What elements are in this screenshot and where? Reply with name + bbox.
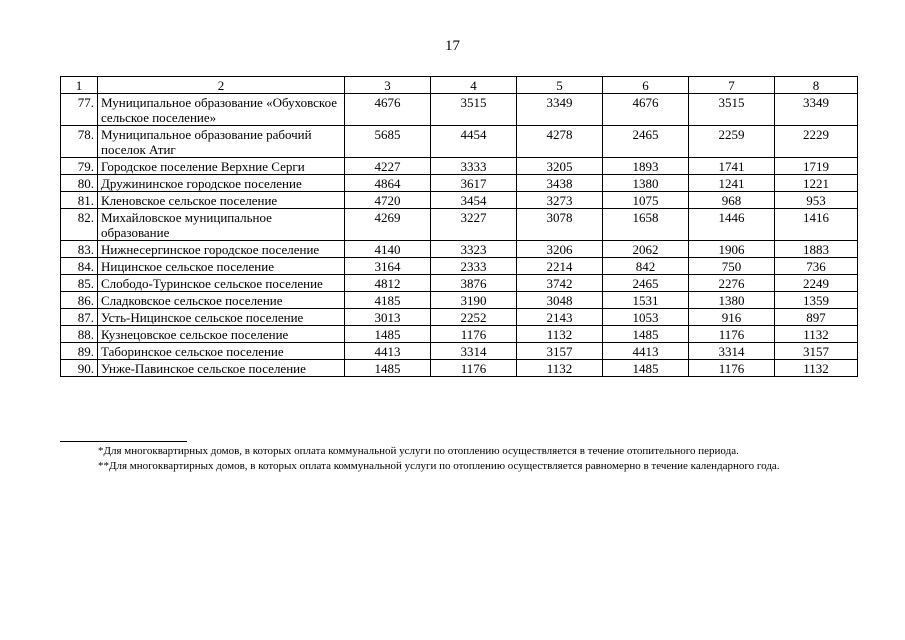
value-cell: 736: [775, 258, 858, 275]
value-cell: 1241: [689, 175, 775, 192]
value-cell: 897: [775, 309, 858, 326]
value-cell: 2062: [603, 241, 689, 258]
municipality-name-cell: Кленовское сельское поселение: [98, 192, 345, 209]
municipality-name-cell: Городское поселение Верхние Серги: [98, 158, 345, 175]
value-cell: 3349: [517, 94, 603, 126]
value-cell: 1380: [689, 292, 775, 309]
value-cell: 1485: [603, 360, 689, 377]
value-cell: 750: [689, 258, 775, 275]
municipality-name-cell: Ницинское сельское поселение: [98, 258, 345, 275]
value-cell: 916: [689, 309, 775, 326]
page-number: 17: [445, 38, 460, 54]
value-cell: 1359: [775, 292, 858, 309]
value-cell: 1741: [689, 158, 775, 175]
municipality-name-cell: Муниципальное образование «Обуховское сельское поселение»: [98, 94, 345, 126]
municipality-name-cell: Сладковское сельское поселение: [98, 292, 345, 309]
municipality-name-cell: Дружининское городское поселение: [98, 175, 345, 192]
row-number-cell: 82.: [61, 209, 98, 241]
value-cell: 1132: [775, 326, 858, 343]
value-cell: 2333: [431, 258, 517, 275]
table-row: [61, 258, 858, 275]
table-row: [61, 275, 858, 292]
value-cell: 1132: [517, 326, 603, 343]
value-cell: 1132: [775, 360, 858, 377]
municipality-name-cell: Слободо-Туринское сельское поселение: [98, 275, 345, 292]
value-cell: 2249: [775, 275, 858, 292]
value-cell: 3157: [775, 343, 858, 360]
value-cell: 1176: [431, 326, 517, 343]
municipality-name-cell: Кузнецовское сельское поселение: [98, 326, 345, 343]
value-cell: 1893: [603, 158, 689, 175]
value-cell: 3333: [431, 158, 517, 175]
value-cell: 4812: [345, 275, 431, 292]
row-number-cell: 87.: [61, 309, 98, 326]
footnote-2: **Для многоквартирных домов, в которых оплата коммунальной услуги по отоплению осуществляется равномерно в течение календарного года.: [98, 460, 780, 472]
value-cell: 4413: [603, 343, 689, 360]
value-cell: 1883: [775, 241, 858, 258]
row-number-cell: 88.: [61, 326, 98, 343]
value-cell: 3157: [517, 343, 603, 360]
value-cell: 4278: [517, 126, 603, 158]
row-number-cell: 79.: [61, 158, 98, 175]
value-cell: 2143: [517, 309, 603, 326]
value-cell: 1906: [689, 241, 775, 258]
value-cell: 3876: [431, 275, 517, 292]
table-row: [61, 175, 858, 192]
municipality-name-cell: Муниципальное образование рабочий поселок Атиг: [98, 126, 345, 158]
value-cell: 968: [689, 192, 775, 209]
municipality-name-cell: Унже-Павинское сельское поселение: [98, 360, 345, 377]
header-cell: 6: [603, 77, 689, 94]
table-row: [61, 192, 858, 209]
municipality-name-cell: Усть-Ницинское сельское поселение: [98, 309, 345, 326]
value-cell: 3314: [689, 343, 775, 360]
value-cell: 842: [603, 258, 689, 275]
value-cell: 3205: [517, 158, 603, 175]
value-cell: 3617: [431, 175, 517, 192]
value-cell: 1380: [603, 175, 689, 192]
row-number-cell: 78.: [61, 126, 98, 158]
value-cell: 4227: [345, 158, 431, 175]
value-cell: 3273: [517, 192, 603, 209]
row-number-cell: 81.: [61, 192, 98, 209]
row-number-cell: 89.: [61, 343, 98, 360]
table-row: [61, 241, 858, 258]
value-cell: 3164: [345, 258, 431, 275]
value-cell: 3515: [689, 94, 775, 126]
value-cell: 3048: [517, 292, 603, 309]
header-cell: 1: [61, 77, 98, 94]
value-cell: 3190: [431, 292, 517, 309]
footnote-divider: [60, 441, 187, 442]
table-body: [61, 77, 858, 377]
value-cell: 5685: [345, 126, 431, 158]
row-number-cell: 80.: [61, 175, 98, 192]
value-cell: 4185: [345, 292, 431, 309]
header-cell: 5: [517, 77, 603, 94]
value-cell: 2252: [431, 309, 517, 326]
value-cell: 1176: [689, 360, 775, 377]
value-cell: 1719: [775, 158, 858, 175]
value-cell: 4269: [345, 209, 431, 241]
value-cell: 3454: [431, 192, 517, 209]
value-cell: 1075: [603, 192, 689, 209]
row-number-cell: 84.: [61, 258, 98, 275]
header-cell: 2: [98, 77, 345, 94]
value-cell: 3227: [431, 209, 517, 241]
row-number-cell: 85.: [61, 275, 98, 292]
row-number-cell: 86.: [61, 292, 98, 309]
table-row: [61, 343, 858, 360]
value-cell: 4676: [345, 94, 431, 126]
value-cell: 3438: [517, 175, 603, 192]
footnote-1: *Для многоквартирных домов, в которых оплата коммунальной услуги по отоплению осуществляется в течение отопительного периода.: [98, 445, 739, 457]
value-cell: 1531: [603, 292, 689, 309]
municipality-name-cell: Михайловское муниципальное образование: [98, 209, 345, 241]
table-row: [61, 209, 858, 241]
table-row: [61, 360, 858, 377]
value-cell: 1485: [345, 360, 431, 377]
value-cell: 2259: [689, 126, 775, 158]
footnotes: [60, 444, 843, 474]
table-row: [61, 94, 858, 126]
data-table: [60, 76, 858, 377]
value-cell: 2214: [517, 258, 603, 275]
table-row: [61, 292, 858, 309]
value-cell: 1176: [689, 326, 775, 343]
value-cell: 1658: [603, 209, 689, 241]
row-number-cell: 83.: [61, 241, 98, 258]
value-cell: 4140: [345, 241, 431, 258]
header-cell: 3: [345, 77, 431, 94]
value-cell: 4864: [345, 175, 431, 192]
value-cell: 4676: [603, 94, 689, 126]
value-cell: 2465: [603, 126, 689, 158]
value-cell: 3314: [431, 343, 517, 360]
value-cell: 3349: [775, 94, 858, 126]
value-cell: 2465: [603, 275, 689, 292]
row-number-cell: 77.: [61, 94, 98, 126]
value-cell: 3323: [431, 241, 517, 258]
value-cell: 1053: [603, 309, 689, 326]
value-cell: 953: [775, 192, 858, 209]
value-cell: 1132: [517, 360, 603, 377]
table-header-row: [61, 77, 858, 94]
row-number-cell: 90.: [61, 360, 98, 377]
value-cell: 3742: [517, 275, 603, 292]
header-cell: 4: [431, 77, 517, 94]
value-cell: 3515: [431, 94, 517, 126]
table-row: [61, 126, 858, 158]
value-cell: 1416: [775, 209, 858, 241]
header-cell: 8: [775, 77, 858, 94]
municipality-name-cell: Таборинское сельское поселение: [98, 343, 345, 360]
table-row: [61, 326, 858, 343]
value-cell: 1485: [603, 326, 689, 343]
table-row: [61, 158, 858, 175]
value-cell: 3078: [517, 209, 603, 241]
value-cell: 1221: [775, 175, 858, 192]
table-row: [61, 309, 858, 326]
value-cell: 2276: [689, 275, 775, 292]
value-cell: 3013: [345, 309, 431, 326]
value-cell: 1176: [431, 360, 517, 377]
header-cell: 7: [689, 77, 775, 94]
value-cell: 1446: [689, 209, 775, 241]
value-cell: 1485: [345, 326, 431, 343]
municipality-name-cell: Нижнесергинское городское поселение: [98, 241, 345, 258]
value-cell: 4720: [345, 192, 431, 209]
value-cell: 4454: [431, 126, 517, 158]
value-cell: 3206: [517, 241, 603, 258]
value-cell: 2229: [775, 126, 858, 158]
value-cell: 4413: [345, 343, 431, 360]
